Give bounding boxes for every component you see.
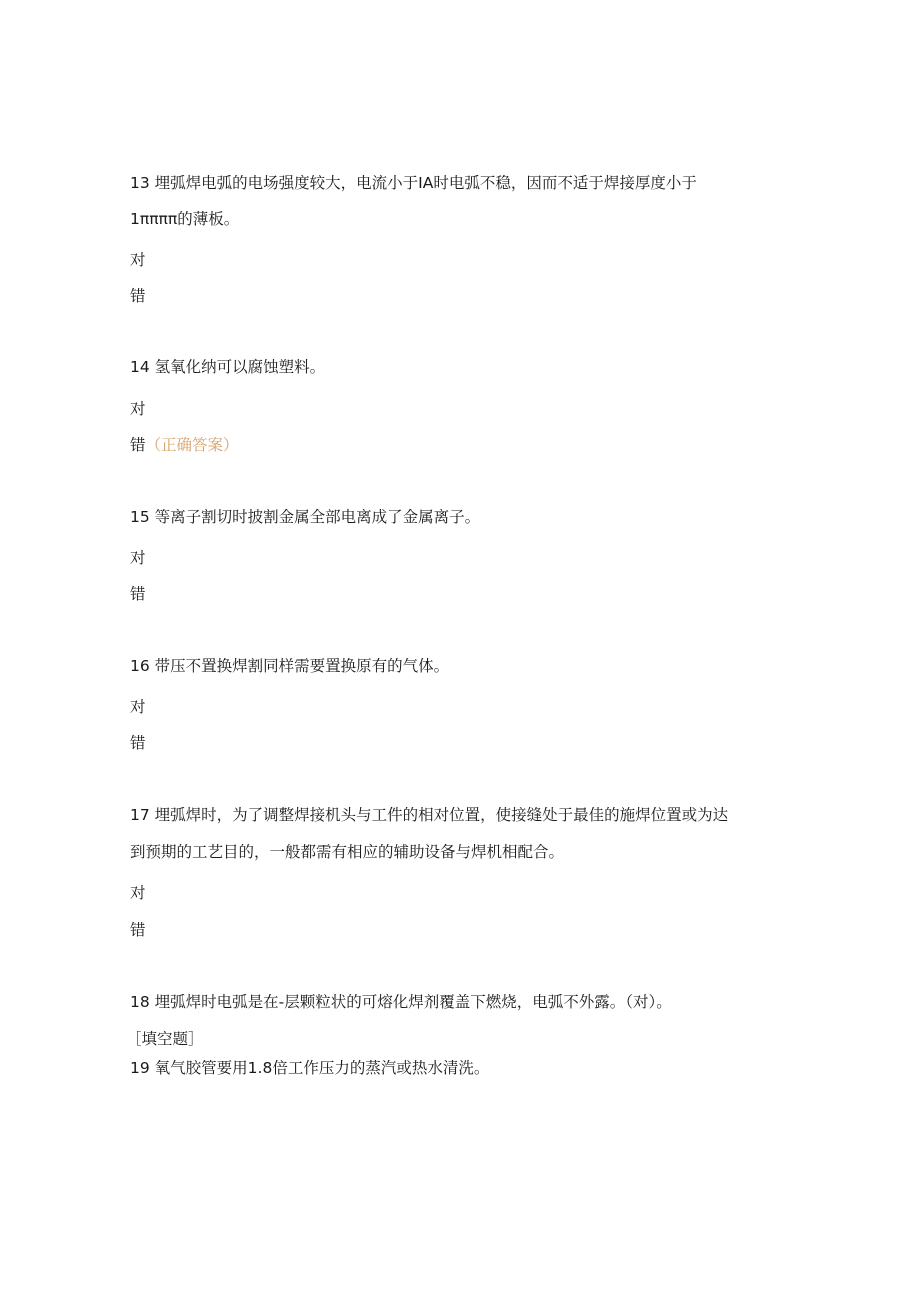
question-13-text-line2: 1ππππ的薄板。 [130, 210, 240, 228]
question-14-text: 氢氧化纳可以腐蚀塑料。 [154, 358, 326, 376]
question-16-text-line1 [130, 656, 449, 676]
question-13-text-line1 [130, 173, 697, 193]
question-17-option-false[interactable]: 错 [130, 921, 146, 939]
question-19-number: 19 [130, 1059, 150, 1077]
question-18-number: 18 [130, 993, 150, 1011]
question-18-text-line1 [130, 992, 672, 1012]
question-15-number: 15 [130, 508, 150, 526]
question-17-option-true[interactable]: 对 [130, 884, 146, 902]
question-13-option-false[interactable]: 错 [130, 287, 146, 305]
question-16-option-false[interactable]: 错 [130, 734, 146, 752]
question-13-number: 13 [130, 174, 150, 192]
question-16-option-true[interactable]: 对 [130, 698, 146, 716]
question-17-text: 埋弧焊时，为了调整焊接机头与工件的相对位置，使接缝处于最佳的施焊位置或为达 [154, 806, 729, 824]
question-14-text-line1 [130, 357, 325, 377]
question-14-option-false-label: 错 [130, 436, 146, 454]
question-14-option-false[interactable] [130, 435, 239, 455]
question-14-option-true[interactable]: 对 [130, 400, 146, 418]
question-17-text-line2: 到预期的工艺目的，一般都需有相应的辅助设备与焊机相配合。 [130, 843, 565, 861]
question-15-option-true[interactable]: 对 [130, 549, 146, 567]
question-15-text-line1 [130, 507, 480, 527]
question-19-text: 氧气胶管要用1.8倍工作压力的蒸汽或热水清洗。 [154, 1059, 490, 1077]
question-16-text: 带压不置换焊割同样需要置换原有的气体。 [154, 657, 450, 675]
correct-answer-marker: （正确答案） [145, 436, 239, 454]
question-18-text: 埋弧焊时电弧是在-层颗粒状的可熔化焊剂覆盖下燃烧，电弧不外露。（对）。 [154, 993, 672, 1011]
question-14-number: 14 [130, 358, 150, 376]
question-17-text-line1 [130, 805, 728, 825]
question-17-number: 17 [130, 806, 150, 824]
question-type-label: ［填空题］ [126, 1030, 204, 1048]
question-15-option-false[interactable]: 错 [130, 585, 146, 603]
question-16-number: 16 [130, 657, 150, 675]
question-19-text-line1 [130, 1058, 489, 1078]
question-13-text: 埋弧焊电弧的电场强度较大，电流小于IA时电弧不稳，因而不适于焊接厚度小于 [154, 174, 697, 192]
question-15-text: 等离子割切时披割金属全部电离成了金属离子。 [154, 508, 481, 526]
question-13-option-true[interactable]: 对 [130, 251, 146, 269]
